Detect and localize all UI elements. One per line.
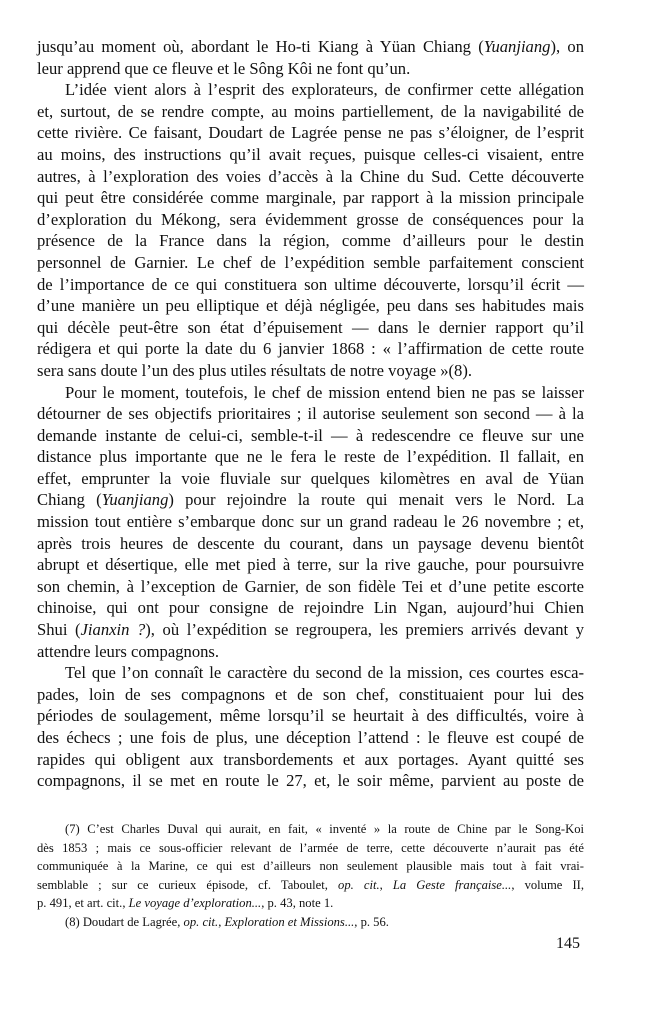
- text-line: [37, 641, 584, 663]
- text-line: [37, 382, 584, 404]
- text-segment: de l’importance de ce qui constituera son ultime découverte, lorsqu’il écrit —: [37, 274, 584, 294]
- text-segment: effet, emprunter la voie fluviale sur quelques kilomètres en aval de Yüan: [37, 468, 584, 488]
- text-line: [37, 554, 584, 576]
- text-segment: Chiang (: [37, 490, 102, 510]
- text-line: [37, 317, 584, 339]
- text-segment: rapides qui obligent aux transbordements et aux portages. Ayant quitté ses: [37, 749, 584, 769]
- footnote: [37, 820, 584, 913]
- text-segment: , p. 43, note 1.: [261, 896, 334, 911]
- text-segment: ,: [218, 914, 225, 929]
- text-segment: cette rivière. Ce faisant, Doudart de Lagrée pense ne pas s’éloigner, de l’esprit: [37, 123, 584, 143]
- text-line: [37, 662, 584, 684]
- text-line: [37, 705, 584, 727]
- text-line: [37, 360, 584, 382]
- italic-text: Yuanjiang: [483, 37, 551, 56]
- paragraph: [37, 79, 584, 381]
- text-line: [37, 511, 584, 533]
- text-line: [37, 338, 584, 360]
- text-line: [37, 425, 584, 447]
- text-segment: , volume II,: [511, 877, 584, 892]
- text-segment: dès 1853 ; mais ce sous-officier relevant de l’armée de terre, cette découverte n’aurait pas été: [37, 840, 584, 855]
- text-line: [37, 876, 584, 895]
- text-segment: (8) Doudart de Lagrée,: [65, 914, 184, 929]
- text-segment: ), où l’expédition se regroupera, les premiers arrivés devant y: [145, 620, 584, 640]
- text-line: [37, 749, 584, 771]
- italic-text: Le voyage d’exploration...: [128, 896, 262, 911]
- text-segment: qui peut être considérée comme marginale, par rapport à la mission principale: [37, 188, 584, 208]
- body-text: [37, 36, 584, 792]
- text-segment: rédigera et qui porte la date du 6 janvier 1868 : « l’affirmation de cette route: [37, 339, 584, 359]
- text-segment: d’une manière un peu elliptique et déjà négligée, peu dans ses habitudes mais: [37, 296, 584, 316]
- text-line: [37, 468, 584, 490]
- italic-text: op. cit.: [338, 877, 380, 892]
- text-line: [37, 857, 584, 876]
- text-line: [37, 576, 584, 598]
- text-line: [37, 533, 584, 555]
- text-line: [37, 101, 584, 123]
- text-segment: chinoise, qui ont pour consigne de rejoindre Lin Ngan, aujourd’hui Chien: [37, 598, 584, 618]
- text-line: [37, 489, 584, 511]
- text-line: [37, 446, 584, 468]
- text-segment: semblable ; sur ce curieux épisode, cf. Taboulet,: [37, 877, 339, 892]
- text-line: [37, 122, 584, 144]
- text-segment: jusqu’au moment où, abordant le Ho-ti Kiang à Yüan Chiang (: [37, 37, 484, 56]
- text-segment: Shui (: [37, 620, 81, 640]
- text-segment: leur apprend que ce fleuve et le Sông Kôi ne font qu’un.: [37, 58, 411, 78]
- text-segment: autres, à l’exploration des voies d’accès à la Chine du Sud. Cette découverte: [37, 166, 584, 186]
- text-line: [37, 274, 584, 296]
- text-line: [37, 727, 584, 749]
- text-line: [37, 58, 584, 80]
- text-segment: personnel de Garnier. Le chef de l’expédition semble parfaitement conscient: [37, 252, 584, 272]
- text-segment: ,: [379, 877, 393, 892]
- text-segment: pades, loin de ses compagnons et de son chef, constituaient pour lui des: [37, 684, 584, 704]
- text-line: [37, 619, 584, 641]
- text-line: [37, 295, 584, 317]
- text-segment: distance plus importante que ne le fera le reste de l’expédition. Il fallait, en: [37, 447, 584, 467]
- text-segment: mission tout entière s’embarque donc sur un grand radeau le 26 novembre ; et,: [37, 512, 584, 532]
- text-segment: abrupt et désertique, elle met pied à terre, sur la rive gauche, pour poursuivre: [37, 555, 584, 575]
- text-line: [37, 36, 584, 58]
- text-segment: Pour le moment, toutefois, le chef de mission entend bien ne pas se laisser: [65, 382, 584, 402]
- text-segment: communiquée à la Marine, ce qui est d’ailleurs non seulement plausible mais tout à fait vrai-: [37, 859, 584, 874]
- text-segment: Tel que l’on connaît le caractère du second de la mission, ces courtes esca-: [65, 663, 584, 683]
- paragraph: [37, 662, 584, 792]
- paragraph: [37, 382, 584, 663]
- text-line: [37, 79, 584, 101]
- text-line: [37, 839, 584, 858]
- text-line: [37, 597, 584, 619]
- text-segment: p. 491, et art. cit.,: [37, 896, 129, 911]
- text-line: [37, 403, 584, 425]
- text-segment: détourner de ses objectifs prioritaires ; il autorise seulement son second — à la: [37, 404, 584, 424]
- page-number: 145: [556, 935, 580, 952]
- text-line: [37, 230, 584, 252]
- text-segment: ), on: [550, 37, 584, 56]
- text-segment: L’idée vient alors à l’esprit des explorateurs, de confirmer cette allégation: [65, 80, 584, 100]
- paragraph: [37, 36, 584, 79]
- text-line: [37, 684, 584, 706]
- text-segment: sera sans doute l’un des plus utiles résultats de notre voyage »(8).: [37, 360, 473, 380]
- text-segment: qui décèle peut-être son état d’épuisement — dans le dernier rapport qu’il: [37, 317, 584, 337]
- text-segment: présence de la France dans la région, comme d’ailleurs pour le destin: [37, 231, 584, 251]
- text-line: [37, 144, 584, 166]
- text-segment: d’exploration du Mékong, sera évidemment grosse de conséquences pour la: [37, 209, 584, 229]
- text-line: [37, 187, 584, 209]
- text-segment: et, surtout, de se rendre compte, au moins partiellement, de la navigabilité de: [37, 101, 584, 121]
- text-segment: demande instante de celui-ci, semble-t-il — à redescendre ce fleuve sur une: [37, 425, 584, 445]
- text-segment: ) pour rejoindre la route qui menait vers le Nord. La: [168, 490, 585, 510]
- text-segment: compagnons, il se met en route le 27, et, le soir même, parvient au poste de: [37, 771, 584, 791]
- text-segment: périodes de soulagement, même lorsqu’il se heurtait à des difficultés, voire à: [37, 706, 584, 726]
- text-line: [37, 770, 584, 792]
- text-segment: au moins, des instructions qu’il avait reçues, puisque celles-ci visaient, entre: [37, 144, 584, 164]
- italic-text: Yuanjiang: [101, 490, 169, 510]
- italic-text: op. cit.: [183, 914, 219, 929]
- text-line: [37, 913, 584, 932]
- text-segment: , p. 56.: [354, 914, 389, 929]
- text-line: [37, 820, 584, 839]
- footnotes: [37, 820, 584, 932]
- italic-text: Jianxin ?: [80, 620, 146, 640]
- text-line: [37, 209, 584, 231]
- footnote: [37, 913, 584, 932]
- text-line: [37, 252, 584, 274]
- italic-text: La Geste française...: [392, 877, 512, 892]
- text-segment: après trois heures de descente du courant, dans un paysage devenu bientôt: [37, 533, 584, 553]
- text-line: [37, 894, 584, 913]
- italic-text: Exploration et Missions...: [224, 914, 355, 929]
- text-segment: (7) C’est Charles Duval qui aurait, en fait, « inventé » la route de Chine par le Song-Koi: [65, 822, 584, 836]
- text-segment: son chemin, à l’exception de Garnier, de son fidèle Tei et d’une petite escorte: [37, 576, 584, 596]
- text-line: [37, 166, 584, 188]
- text-segment: des échecs ; une fois de plus, une déception l’attend : le fleuve est coupé de: [37, 728, 584, 747]
- text-segment: attendre leurs compagnons.: [37, 641, 220, 661]
